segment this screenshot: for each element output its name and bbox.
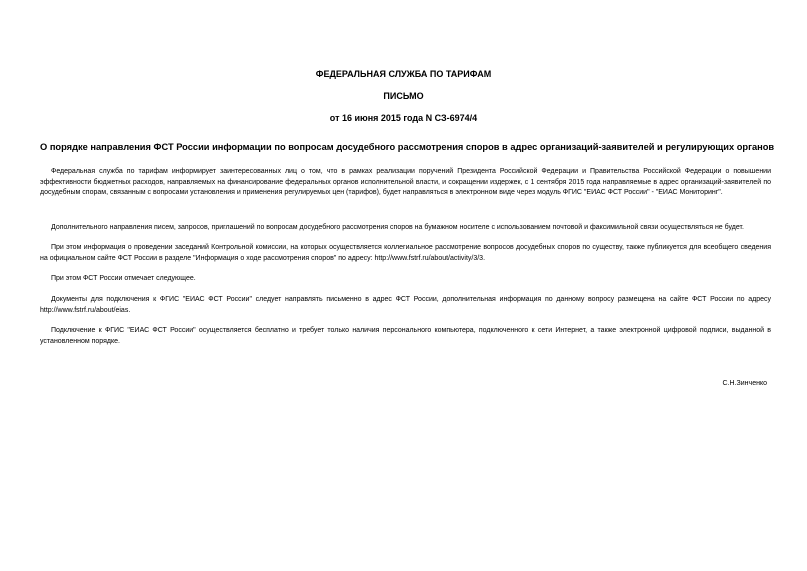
- document-subject: О порядке направления ФСТ России информации по вопросам досудебного рассмотрения споров в адрес организаций-заявителей и регулирующих органов: [40, 142, 775, 152]
- agency-title: ФЕДЕРАЛЬНАЯ СЛУЖБА ПО ТАРИФАМ: [315, 69, 492, 79]
- document-date-number: от 16 июня 2015 года N СЗ-6974/4: [329, 113, 478, 123]
- paragraph-connection-docs: Документы для подключения к ФГИС "ЕИАС ФСТ России" следует направлять письменно в адрес ФСТ России, дополнительная информация по данному вопросу размещена на сайте ФСТ России по адресу http://www.fstrf.ru/about/eias.: [40, 296, 771, 314]
- signature: С.Н.Зинченко: [722, 380, 767, 387]
- paragraph-connection-free: Подключение к ФГИС "ЕИАС ФСТ России" осуществляется бесплатно и требует только наличия персонального компьютера, подключенного к сети Интернет, а также электронной цифровой подписи, выданной в установленном порядке.: [40, 327, 771, 345]
- paragraph-intro: Федеральная служба по тарифам информирует заинтересованных лиц о том, что в рамках реализации поручений Президента Российской Федерации и Правительства Российской Федерации о повышении эффективности бюджетных расходов, направляемых на финансирование федеральных органов исполнительной власти, и сокращении издержек, с 1 сентября 2015 года направляемые в адрес организаций-заявителей по досудебным спорам, связанным с вопросами установления и применения регулируемых цен (тарифов), будет направляться в электронном виде через модуль ФГИС "ЕИАС ФСТ России" - "ЕИАС Мониторинг".: [40, 168, 771, 197]
- document-type: ПИСЬМО: [383, 91, 424, 101]
- paragraph-no-paper: Дополнительного направления писем, запросов, приглашений по вопросам досудебного рассмотрения споров на бумажном носителе с использованием почтовой и факсимильной связи осуществляться не будет.: [51, 224, 744, 231]
- paragraph-note: При этом ФСТ России отмечает следующее.: [51, 275, 196, 282]
- paragraph-commission-info: При этом информация о проведении заседаний Контрольной комиссии, на которых осуществляется коллегиальное рассмотрение вопросов досудебных споров по существу, также публикуется для всеобщего сведения на официальном сайте ФСТ России в разделе "Информация о ходе рассмотрения споров" по адресу: http://www.fstrf.ru/about/activity/3/3.: [40, 244, 771, 262]
